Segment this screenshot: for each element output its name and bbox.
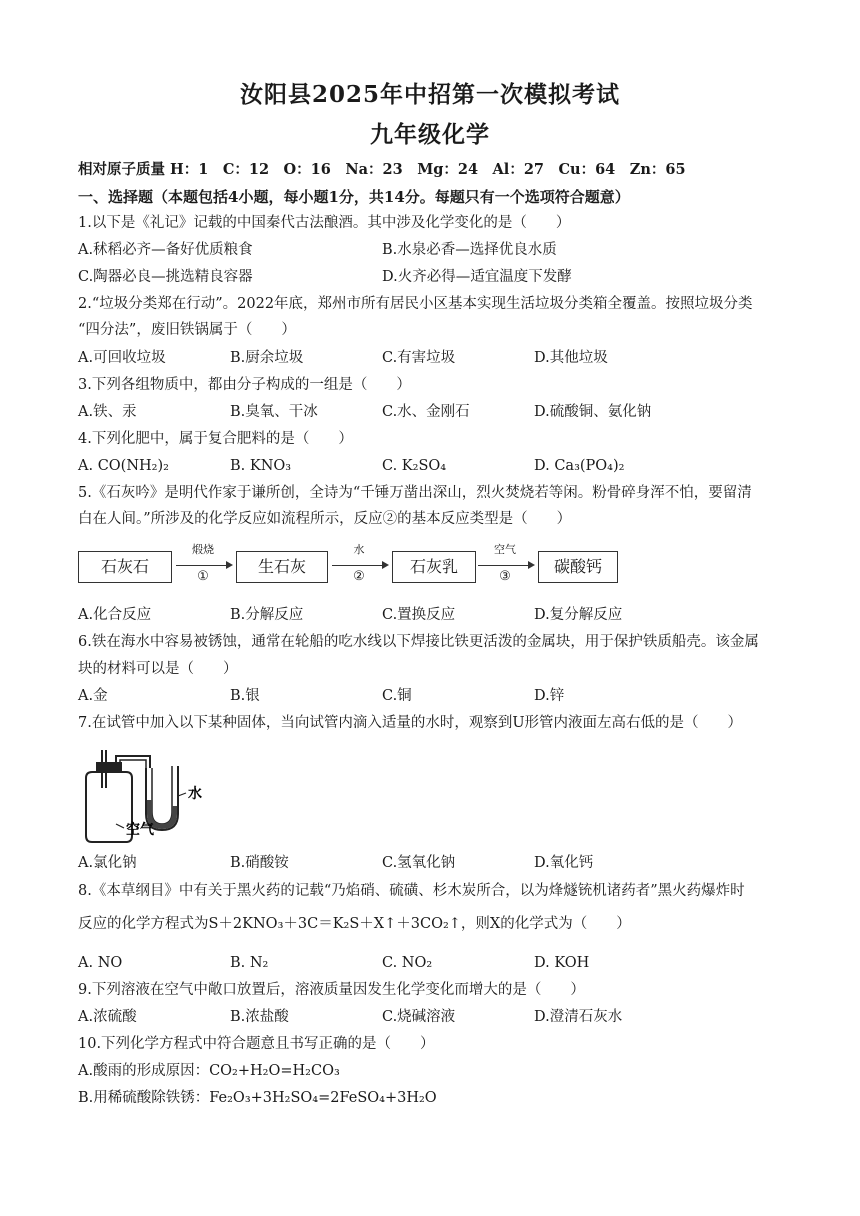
q2-stem-line2: “四分法”，废旧铁锅属于（ ）	[78, 322, 296, 338]
q5-option-c: C.置换反应	[382, 607, 456, 623]
q4-option-a: A. CO(NH₂)₂	[78, 458, 169, 474]
page-subtitle: 九年级化学	[370, 121, 490, 148]
q10-stem: 10.下列化学方程式中符合题意且书写正确的是（ ）	[78, 1036, 435, 1052]
flow-arrow1-head	[226, 561, 233, 569]
q6-option-b: B.银	[230, 688, 260, 704]
q8-stem-line2: 反应的化学方程式为S＋2KNO₃＋3C＝K₂S＋X↑＋3CO₂↑，则X的化学式为（ ）	[78, 916, 631, 932]
flow-box-quicklime: 生石灰	[236, 551, 328, 583]
flow-arrow3-num: ③	[499, 569, 511, 584]
label-water: 水	[188, 786, 202, 802]
q2-option-b: B.厨余垃圾	[230, 350, 304, 366]
flow-box-calcium-carbonate: 碳酸钙	[538, 551, 618, 583]
flow-arrow1-line	[176, 565, 226, 566]
q3-option-d: D.硫酸铜、氨化钠	[534, 404, 652, 420]
q9-option-a: A.浓硫酸	[78, 1009, 137, 1025]
atomic-mass-line: 相对原子质量 H：1 C：12 O：16 Na：23 Mg：24 Al：27 Cu：64 Zn：65	[78, 161, 686, 178]
q8-option-b: B. N₂	[230, 955, 269, 971]
q5-option-d: D.复分解反应	[534, 607, 623, 623]
q5-option-b: B.分解反应	[230, 607, 304, 623]
q1-options-row1	[78, 240, 798, 260]
flow-arrow2-line	[332, 565, 382, 566]
flow-arrow3-line	[478, 565, 528, 566]
label-air: 空气	[126, 822, 154, 838]
q1-option-b: B.水泉必香—选择优良水质	[382, 242, 557, 258]
q7-option-d: D.氧化钙	[534, 855, 594, 871]
q2-option-c: C.有害垃圾	[382, 350, 456, 366]
q9-option-c: C.烧碱溶液	[382, 1009, 456, 1025]
q3-option-b: B.臭氧、干冰	[230, 404, 318, 420]
q7-stem: 7.在试管中加入以下某种固体，当向试管内滴入适量的水时，观察到U形管内液面左高右低的是（ ）	[78, 715, 743, 731]
q7-option-a: A.氯化钠	[78, 855, 137, 871]
connecting-tube-inner	[120, 760, 146, 768]
q8-options	[78, 953, 798, 973]
q3-option-a: A.铁、汞	[78, 404, 137, 420]
air-pointer	[116, 824, 124, 828]
flow-arrow3-head	[528, 561, 535, 569]
q5-stem-line2: 白在人间。”所涉及的化学反应如流程所示，反应②的基本反应类型是（ ）	[78, 511, 572, 527]
q4-option-c: C. K₂SO₄	[382, 458, 447, 474]
q1-option-a: A.秫稻必齐—备好优质粮食	[78, 242, 253, 258]
q4-options	[78, 456, 798, 476]
q1-option-d: D.火齐必得—适宜温度下发酵	[382, 269, 572, 285]
flow-arrow1-label: 煅烧	[192, 543, 214, 556]
q2-option-d: D.其他垃圾	[534, 350, 608, 366]
q7-option-c: C.氢氧化钠	[382, 855, 456, 871]
q5-options	[78, 605, 798, 625]
flow-arrow2-num: ②	[353, 569, 365, 584]
q1-stem: 1.以下是《礼记》记载的中国秦代古法酿酒。其中涉及化学变化的是（ ）	[78, 215, 571, 231]
section-heading: 一、选择题（本题包括4小题，每小题1分，共14分。每题只有一个选项符合题意）	[78, 188, 630, 206]
q2-option-a: A.可回收垃圾	[78, 350, 166, 366]
q5-flow-diagram	[78, 541, 618, 591]
q10-option-b: B.用稀硫酸除铁锈：Fe₂O₃+3H₂SO₄=2FeSO₄+3H₂O	[78, 1090, 437, 1106]
q5-option-a: A.化合反应	[78, 607, 152, 623]
q7-option-b: B.硝酸铵	[230, 855, 289, 871]
flow-box-limestone: 石灰石	[78, 551, 172, 583]
q4-option-b: B. KNO₃	[230, 458, 292, 474]
q6-stem-line1: 6.铁在海水中容易被锈蚀，通常在轮船的吃水线以下焊接比铁更活泼的金属块，用于保护铁质船壳。该金属	[78, 634, 759, 650]
q8-option-a: A. NO	[78, 955, 123, 971]
q7-options	[78, 853, 798, 873]
q4-option-d: D. Ca₃(PO₄)₂	[534, 458, 625, 474]
water-pointer	[178, 793, 186, 796]
flow-arrow2-head	[382, 561, 389, 569]
q10-option-a: A.酸雨的形成原因：CO₂+H₂O=H₂CO₃	[78, 1063, 340, 1079]
q8-stem-line1: 8.《本草纲目》中有关于黑火药的记载“乃焰硝、硫磺、杉木炭所合，以为烽燧铳机诸药者”黑火药爆炸时	[78, 883, 745, 899]
flow-arrow1-num: ①	[197, 569, 209, 584]
q1-options-row2	[78, 267, 798, 287]
q2-stem-line1: 2.“垃圾分类郑在行动”。2022年底，郑州市所有居民小区基本实现生活垃圾分类箱全覆盖。按照垃圾分类	[78, 296, 753, 312]
q9-option-b: B.浓盐酸	[230, 1009, 289, 1025]
q3-stem: 3.下列各组物质中，都由分子构成的一组是（ ）	[78, 377, 411, 393]
q9-stem: 9.下列溶液在空气中敞口放置后，溶液质量因发生化学变化而增大的是（ ）	[78, 982, 585, 998]
q6-option-c: C.铜	[382, 688, 412, 704]
q1-option-c: C.陶器必良—挑选精良容器	[78, 269, 253, 285]
q6-options	[78, 686, 798, 706]
q6-option-a: A.金	[78, 688, 108, 704]
q4-stem: 4.下列化肥中，属于复合肥料的是（ ）	[78, 431, 353, 447]
q3-option-c: C.水、金刚石	[382, 404, 470, 420]
q7-apparatus-diagram	[78, 748, 228, 848]
q8-option-c: C. NO₂	[382, 955, 433, 971]
page-title: 汝阳县2025年中招第一次模拟考试	[239, 81, 620, 108]
flow-arrow3-label: 空气	[494, 543, 516, 556]
flask-stopper	[96, 762, 122, 772]
q9-options	[78, 1007, 798, 1027]
q9-option-d: D.澄清石灰水	[534, 1009, 623, 1025]
q6-option-d: D.锌	[534, 688, 565, 704]
u-tube-apparatus-svg	[78, 748, 228, 848]
q8-option-d: D. KOH	[534, 955, 590, 971]
q6-stem-line2: 块的材料可以是（ ）	[78, 661, 238, 677]
q2-options	[78, 348, 798, 368]
flow-box-limemilk: 石灰乳	[392, 551, 476, 583]
q3-options	[78, 402, 798, 422]
q5-stem-line1: 5.《石灰吟》是明代作家于谦所创，全诗为“千锤万凿出深山，烈火焚烧若等闲。粉骨碎身浑不怕，要留清	[78, 485, 752, 501]
u-tube-inner	[152, 766, 172, 824]
flow-arrow2-label: 水	[353, 543, 365, 556]
